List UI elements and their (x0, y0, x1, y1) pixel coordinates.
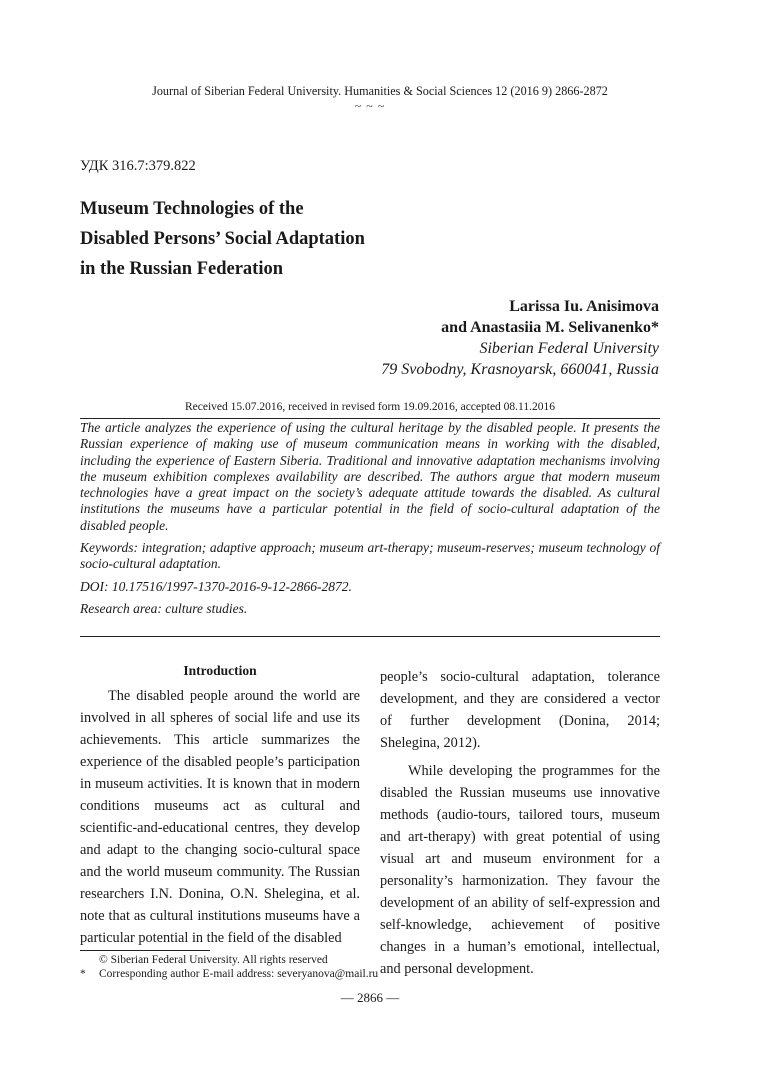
footnote-rule (80, 950, 210, 951)
author-affiliation: Siberian Federal University (479, 340, 659, 357)
body-paragraph: people’s socio-cultural adaptation, tolerance development, and they are considered a vector of further development (Donina, 2014; Shelegina, 2012). (380, 669, 660, 751)
udk-code: УДК 316.7:379.822 (80, 158, 196, 174)
author-address: 79 Svobodny, Krasnoyarsk, 660041, Russia (381, 361, 659, 378)
abstract-text: The article analyzes the experience of using the cultural heritage by the disabled people. It presents the Russian experience of making use of museum communication means in working with the disabled, including the experience of Eastern Siberia. Traditional and innovative adaptation mechanisms involving the museum exhibition complexes availability are described. The authors argue that modern museum technologies have a great impact on the society’s adequate attitude towards the disabled. As cultural institutions the museums have a particular potential in the field of socio-cultural adaptation of the disabled people. (80, 420, 660, 533)
article-title (80, 194, 500, 284)
copyright-note: © Siberian Federal University. All rights reserved (99, 954, 328, 966)
body-column-left (80, 662, 360, 949)
section-heading: Introduction (183, 663, 257, 678)
abstract-top-rule (80, 418, 660, 419)
footnote-mark: * (80, 968, 86, 980)
body-paragraph: While developing the programmes for the disabled the Russian museums use innovative methods (audio-tours, tailored tours, museum and art-therapy) with great potential of using visual art and museum environment for a personality’s harmonization. They favour the development of an ability of self-expression and self-knowledge, achievement of positive changes in a human’s emotional, intellectual, and personal development. (380, 763, 660, 977)
author-block (381, 296, 659, 380)
title-line-1: Museum Technologies of the (80, 199, 304, 219)
research-area: Research area: culture studies. (80, 600, 248, 616)
body-column-right (380, 666, 660, 986)
doi: DOI: 10.17516/1997-1370-2016-9-12-2866-2872. (80, 578, 352, 594)
author-line-2: and Anastasiia M. Selivanenko* (441, 319, 659, 336)
footnotes (80, 953, 378, 981)
header-ornament: ~ ~ ~ (354, 99, 386, 113)
title-line-2: Disabled Persons’ Social Adaptation (80, 229, 365, 249)
abstract-bottom-rule (80, 636, 660, 637)
author-line-1: Larissa Iu. Anisimova (509, 298, 659, 315)
body-paragraph: The disabled people around the world are involved in all spheres of social life and use its achievements. This article summarizes the experience of the disabled people’s participation in museum activities. It is known that in modern conditions museums act as cultural and scientific-and-educational centres, they develop and adapt to the changing socio-cultural space and the world museum community. The Russian researchers I.N. Donina, O.N. Shelegina, et al. note that as cultural institutions museums have a particular potential in the field of the disabled (80, 688, 360, 946)
received-dates: Received 15.07.2016, received in revised form 19.09.2016, accepted 08.11.2016 (184, 401, 556, 413)
abstract-block (80, 420, 660, 623)
journal-header: Journal of Siberian Federal University. Humanities & Social Sciences 12 (2016 9) 2866-2872 (152, 84, 608, 98)
title-line-3: in the Russian Federation (80, 259, 284, 279)
keywords: Keywords: integration; adaptive approach; museum art-therapy; museum-reserves; museum technology of socio-cultural adaptation. (80, 540, 660, 572)
corresponding-author-note: Corresponding author E-mail address: severyanova@mail.ru (99, 968, 379, 980)
page-number: — 2866 — (340, 990, 400, 1005)
